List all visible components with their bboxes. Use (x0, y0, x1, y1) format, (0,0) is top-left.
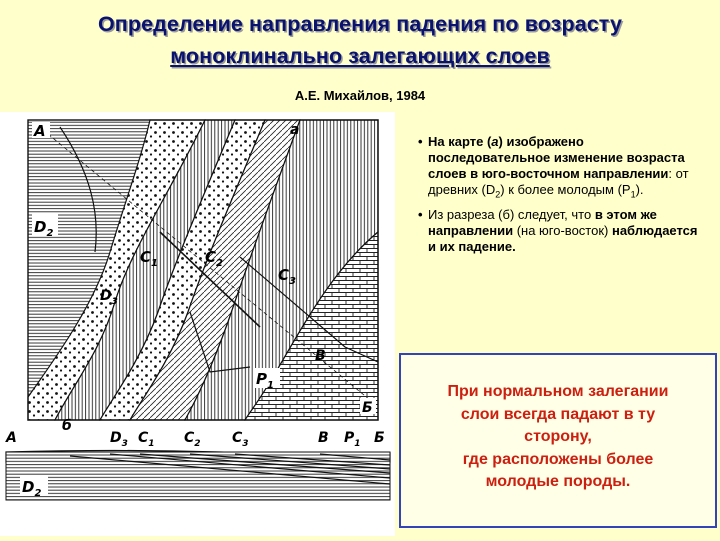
map-unit-c2: $C_2$ (205, 248, 223, 269)
map-unit-c3: $C_3$ (278, 266, 296, 287)
map-letter-b: Б (362, 400, 373, 416)
bullet-1: • На карте (а) изображено последовательное изменение возраста слоев в юго-восточном направлении: от древних $(D_2)$ к более молодым $(P_1)$. (418, 134, 689, 200)
map-letter-a: А (34, 122, 46, 140)
geologic-figure (0, 112, 395, 536)
svg-text:P1: $P_1$ (344, 430, 361, 449)
map-unit-p1: $P_1$ (256, 370, 274, 391)
author-citation: А.Е. Михайлов, 1984 (294, 88, 426, 103)
svg-text:C2: $C_2$ (184, 430, 201, 449)
bullet-2: • Из разреза (б) следует, что в этом же направлении (на юго-восток) наблюдается и их падение. (418, 206, 698, 254)
title-line-2: моноклинально залегающих слоев (170, 44, 550, 68)
svg-text:В: В (318, 430, 329, 446)
geologic-section (5, 418, 390, 500)
svg-text:D3: $D_3$ (110, 430, 128, 449)
geologic-map (28, 120, 378, 420)
section-letter-a: А (6, 430, 17, 446)
map-unit-c1: $C_1$ (140, 248, 158, 269)
rule-note-box (399, 353, 717, 528)
slide-title (0, 8, 720, 72)
map-letter-v: В (315, 348, 326, 364)
section-label-b: б (62, 418, 72, 434)
svg-text:Б: Б (374, 430, 385, 446)
bullet-list (418, 134, 708, 259)
map-unit-d2: $D_2$ (34, 218, 54, 239)
rule-note-text: При нормальном залегании слои всегда падают в ту сторону, где расположены более молодые породы. (447, 383, 669, 490)
title-line-1: Определение направления падения по возрасту (97, 12, 623, 36)
svg-text:C3: $C_3$ (232, 430, 249, 449)
map-label-a: а (290, 122, 300, 138)
section-unit-d2: $D_2$ (22, 478, 42, 499)
svg-text:C1: $C_1$ (138, 430, 155, 449)
map-unit-d3: $D_3$ (100, 288, 118, 307)
